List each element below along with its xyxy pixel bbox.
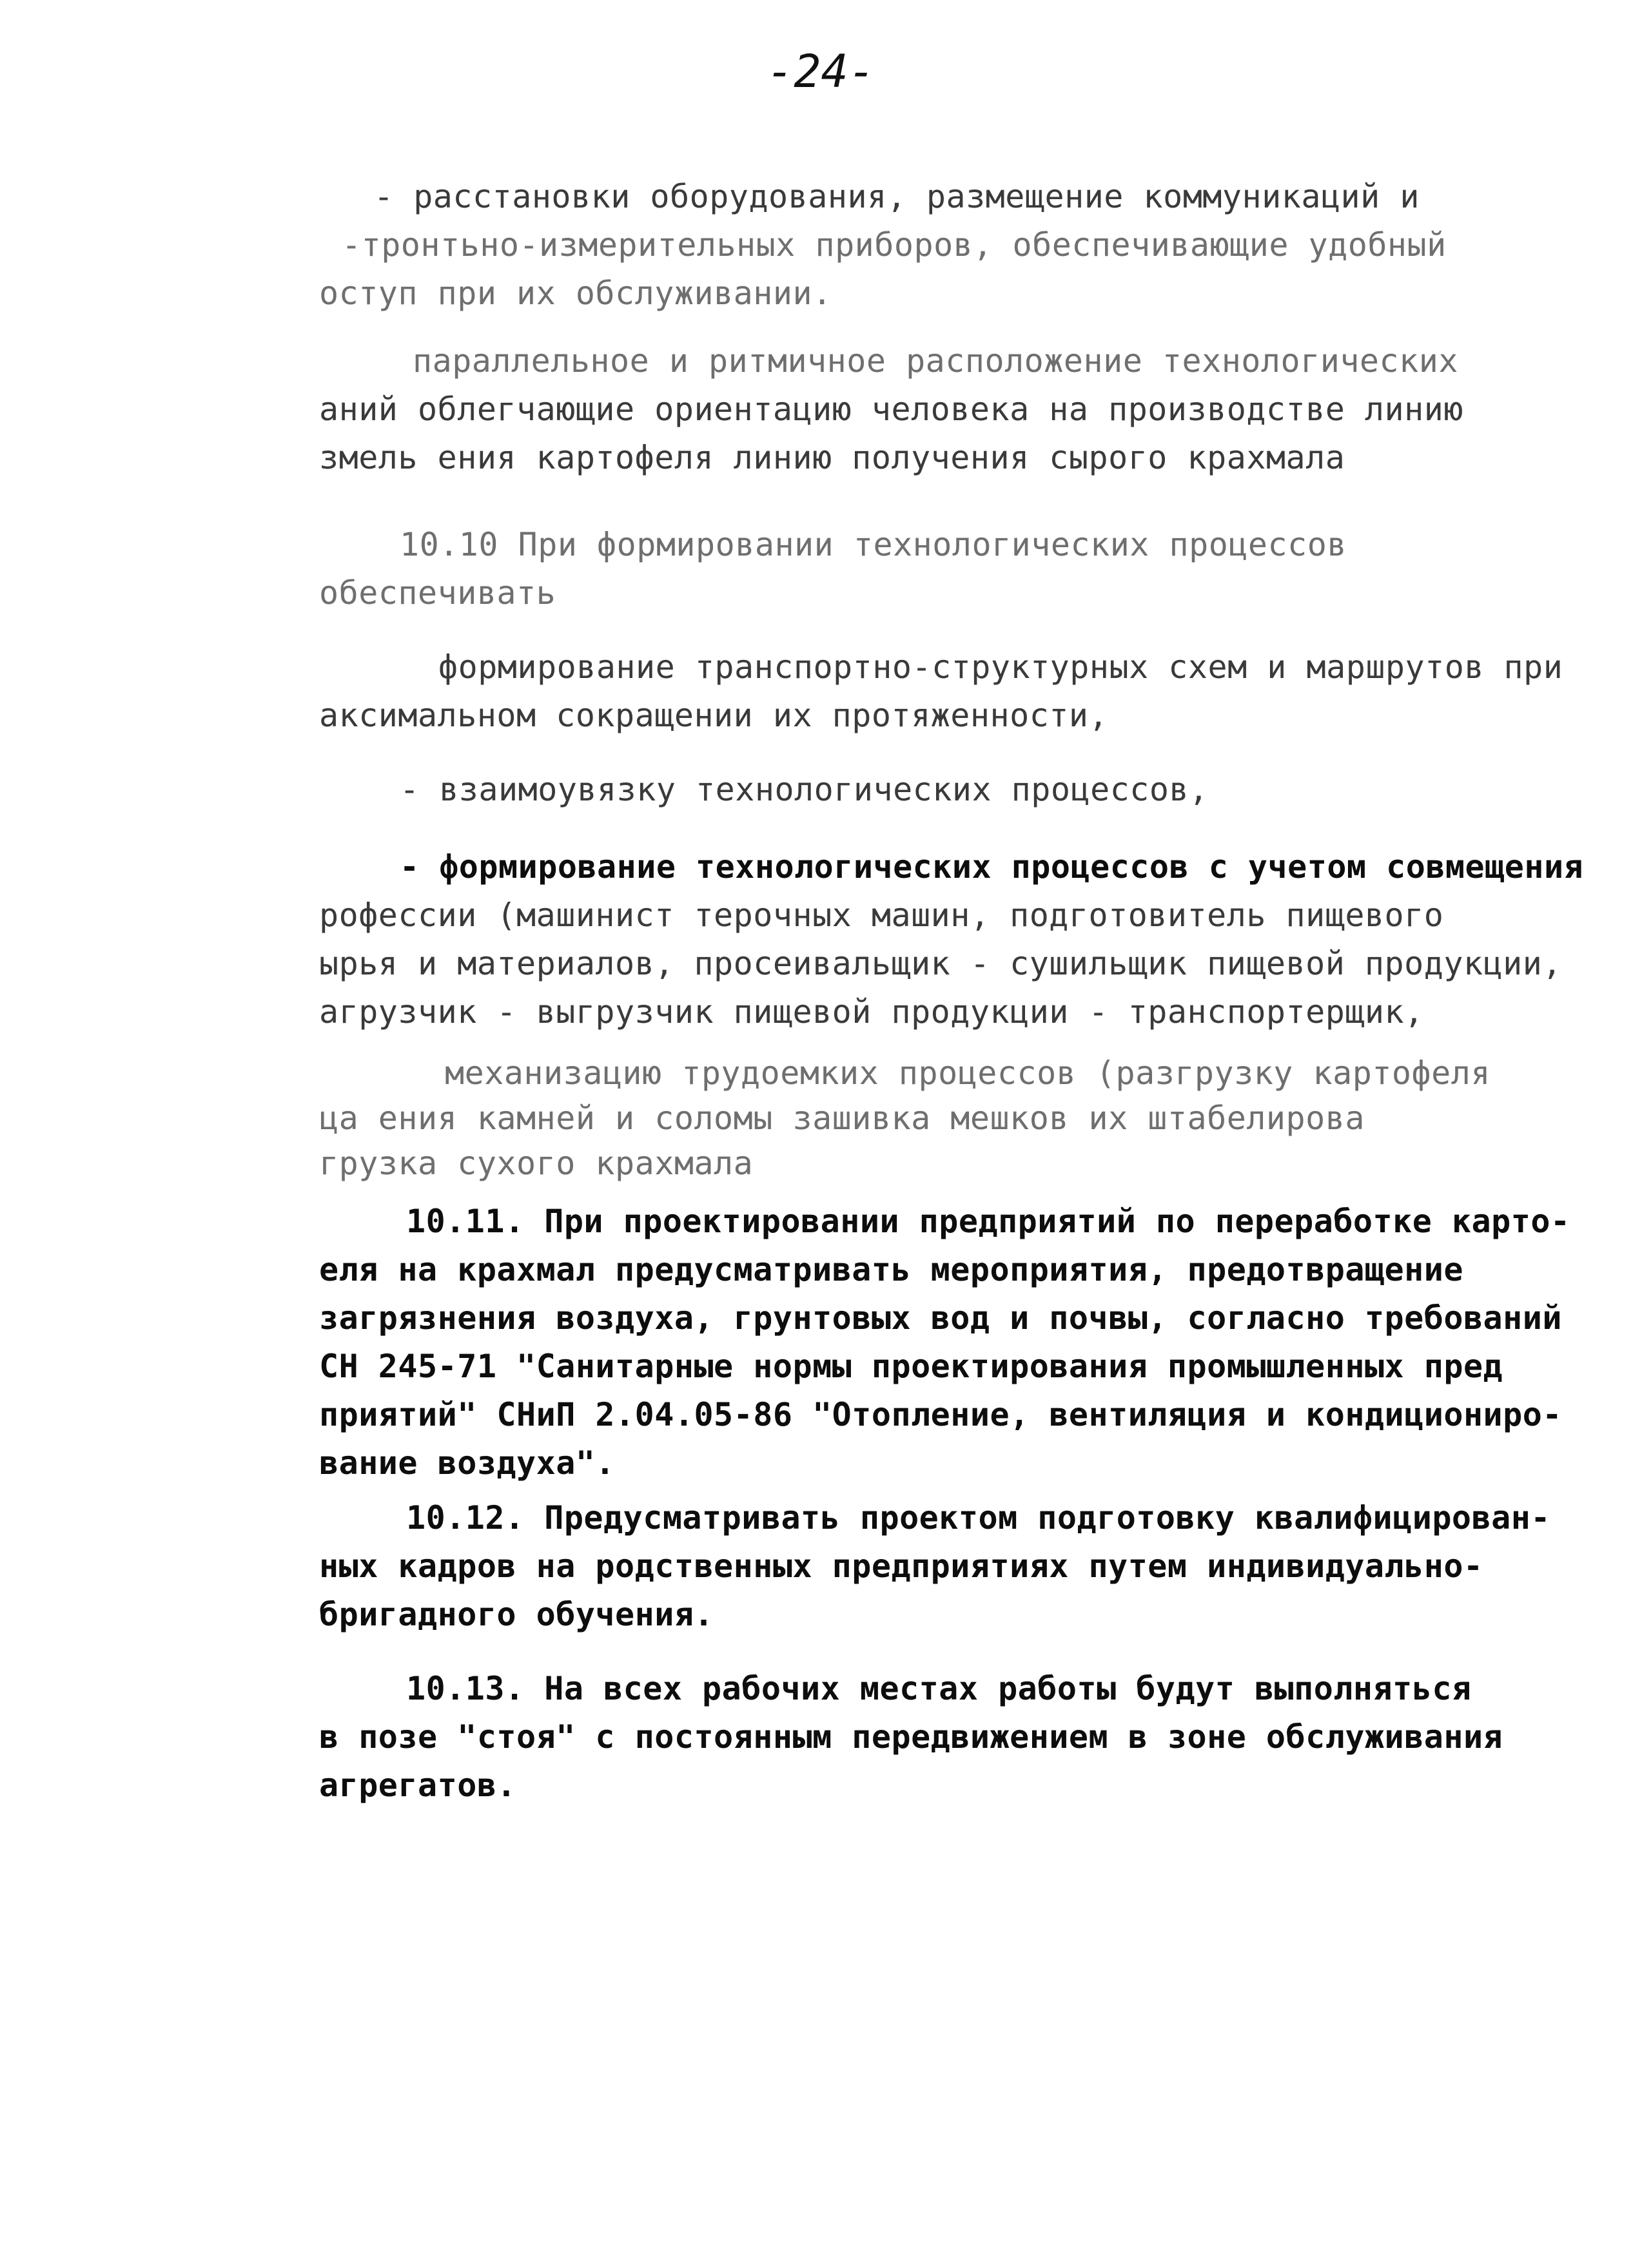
text-line: СН 245-71 "Санитарные нормы проектирования промышленных пред (319, 1348, 1503, 1385)
text-line: грузка сухого крахмала (319, 1145, 754, 1182)
text-line: - формирование технологических процессов с учетом совмещения (400, 848, 1584, 886)
text-line: - расстановки оборудования, размещение коммуникаций и (374, 178, 1420, 215)
text-line: аний облегчающие ориентацию человека на производстве линию (319, 391, 1463, 428)
text-line: 10.10 При формировании технологических процессов (400, 526, 1347, 563)
text-line: 10.13. На всех рабочих местах работы будут выполняться (406, 1670, 1472, 1707)
text-line: оступ при их обслуживании. (319, 275, 832, 312)
text-line: агрузчик - выгрузчик пищевой продукции - транспортерщик, (319, 993, 1424, 1031)
text-line: ца ения камней и соломы зашивка мешков их штабелирова (319, 1100, 1365, 1137)
text-line: загрязнения воздуха, грунтовых вод и почвы, согласно требований (319, 1299, 1562, 1337)
page-number: -24- (767, 45, 875, 98)
text-line: рофессии (машинист терочных машин, подготовитель пищевого (319, 897, 1444, 934)
text-line: аксимальном сокращении их протяженности, (319, 697, 1109, 734)
text-line: 10.11. При проектировании предприятий по переработке карто- (406, 1203, 1570, 1240)
text-line: -тронтьно-измерительных приборов, обеспечивающие удобный (342, 226, 1447, 264)
text-line: в позе "стоя" с постоянным передвижением в зоне обслуживания (319, 1718, 1503, 1756)
text-line: вание воздуха". (319, 1444, 616, 1482)
text-line: обеспечивать (319, 574, 556, 612)
text-line: змель ения картофеля линию получения сырого крахмала (319, 439, 1345, 476)
text-line: агрегатов. (319, 1767, 517, 1804)
text-line: - взаимоувязку технологических процессов, (400, 771, 1209, 808)
text-line: приятий" СНиП 2.04.05-86 "Отопление, вентиляция и кондициониро- (319, 1396, 1562, 1433)
text-line: ырья и материалов, просеивальщик - сушильщик пищевой продукции, (319, 945, 1562, 982)
text-line: механизацию трудоемких процессов (разгрузку картофеля (445, 1054, 1491, 1092)
text-line: формирование транспортно-структурных схем и маршрутов при (438, 648, 1563, 686)
text-line: ных кадров на родственных предприятиях путем индивидуально- (319, 1547, 1483, 1585)
text-line: параллельное и ритмичное расположение технологических (413, 342, 1458, 380)
text-line: 10.12. Предусматривать проектом подготовку квалифицирован- (406, 1499, 1550, 1536)
text-line: бригадного обучения. (319, 1596, 714, 1633)
text-line: еля на крахмал предусматривать мероприятия, предотвращение (319, 1251, 1463, 1288)
